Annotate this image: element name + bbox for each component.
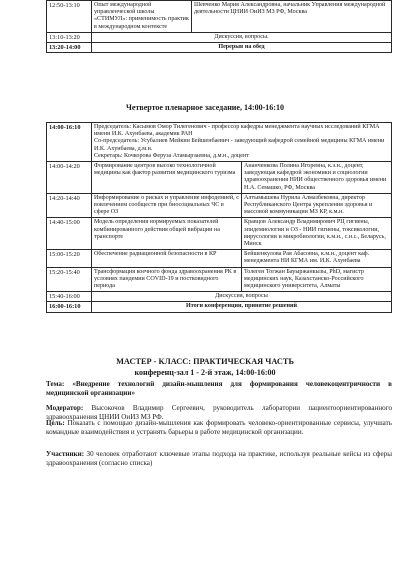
speaker-cell: Алтымышева Нурила Алмазбековна, директор Республиканского Центра укрепления здоровья и массовой коммуникации МЗ КР, к.м.н. xyxy=(242,193,392,218)
time-cell: 14:00-14:20 xyxy=(47,162,92,194)
table-row xyxy=(47,162,392,194)
topic-cell: Опыт международной управленческой школы «СТИМУЛ»: применимость практик в международном контексте xyxy=(92,1,192,33)
plenary-session-title: Четвертое пленарное заседание, 14:00-16:10 xyxy=(126,103,284,112)
theme-label: Тема: xyxy=(46,380,65,388)
theme-paragraph xyxy=(46,380,392,397)
moderator-label: Модератор: xyxy=(46,404,84,412)
chairman-line: Председатель: Касымов Омор Тилегенович - профессор кафедры менеджмента научных исследований КГМА имени И.К. Ахунбаева, академик РАН xyxy=(94,124,380,138)
speaker-cell: Толеген Тогжан Бауыржанкызы, PhD, магистр медицинских наук, Казахстанско-Российского медицинского университета, Алматы xyxy=(242,267,392,292)
time-cell: 12:50-13:10 xyxy=(47,1,92,33)
theme-text: «Внедрение технологий дизайн-мышления для формирования человекоцентричности в медицинской организации» xyxy=(46,380,392,397)
speaker-cell: Бейшенкулова Рая Абасовна, к.м.н., доцент каф. менеджмента НИ КГМА им. И.К. Ахунбаева xyxy=(242,250,392,267)
discussion-cell: Дискуссия, вопросы. xyxy=(92,32,392,42)
topic-cell: Обеспечение радиационной безопасности в КР xyxy=(92,250,242,267)
time-cell: 14:40-15:00 xyxy=(47,218,92,250)
time-cell: 15:00-15:20 xyxy=(47,250,92,267)
table-row xyxy=(47,267,392,292)
chairs-cell xyxy=(92,123,392,162)
program-table-plenary-4 xyxy=(46,122,392,313)
discussion-cell: Дискуссия, вопросы xyxy=(92,292,392,302)
table-row xyxy=(47,218,392,250)
time-cell: 13:10-13:20 xyxy=(47,32,92,42)
participants-text: 30 человек отработают ключевые этапы подхода на практике, используя реальные кейсы из сферы здравоохранения (согласно списка) xyxy=(46,450,392,467)
topic-cell: Модель определения нормируемых показателей комбинированного действия общей вибрации на транспорте xyxy=(92,218,242,250)
time-cell: 15:40-16:00 xyxy=(47,292,92,302)
program-table-session-3 xyxy=(46,0,392,53)
goal-text: Показать с помощью дизайн-мышления как формировать человеко-ориентированные сервисы, улучшать командные взаимодействия и устранять барьеры в работе медицинской организации. xyxy=(46,419,392,436)
time-cell: 16:00-16:10 xyxy=(47,302,92,312)
time-cell: 14:20-14:40 xyxy=(47,193,92,218)
co-chairman-line: Со-председатель: Усубалиев Мейкин Бейшенбаевич - заведующий кафедрой семейной медицины КГМА имени И.К. Ахунбаева, д.м.н. xyxy=(94,138,385,152)
table-row xyxy=(47,193,392,218)
time-cell: 14:00-16:10 xyxy=(47,123,92,162)
table-row xyxy=(47,1,392,33)
lunch-break-cell: Перерыв на обед xyxy=(92,43,392,53)
table-row xyxy=(47,292,392,302)
speaker-cell: Шевченко Мария Александровна, начальник Управления международной деятельности ЦНИИ ОиИЗ МЗ РФ, Москва xyxy=(192,1,392,33)
goal-label: Цель: xyxy=(46,419,65,427)
participants-label: Участники: xyxy=(46,450,85,458)
time-cell: 15:20-15:40 xyxy=(47,267,92,292)
goal-paragraph xyxy=(46,419,392,436)
time-cell: 13:20-14:00 xyxy=(47,43,92,53)
speaker-cell: Ананченкова Полина Игоревна, к.э.н., доцент, заведующая кафедрой экономики и социологии здравоохранения НИИ общественного здоровья имени Н.А. Семашко, РФ, Москва xyxy=(242,162,392,194)
speaker-cell: Кравцов Александр Владимирович РЦ гигиены, эпидемиологии и ОЗ - НИИ гигиены, токсикологии, вирусологии и микробиологии, к.м.н., с.н.с., Беларусь, Минск xyxy=(242,218,392,250)
topic-cell: Формирование центров высоко технологичной медицины как фактор развития медицинского туризма xyxy=(92,162,242,194)
table-row xyxy=(47,32,392,42)
table-row xyxy=(47,43,392,53)
moderator-text: Высокочов Владимир Сергеевич, руководитель лаборатории пациентоориентированного здравоохранения ЦНИИ ОиИЗ МЗ РФ. xyxy=(46,404,392,421)
participants-paragraph xyxy=(46,450,392,467)
topic-cell: Информирование о рисках и управление инфодемией, с вовлечением сообществ при биосоциальных ЧС в сфере ОЗ xyxy=(92,193,242,218)
table-row xyxy=(47,250,392,267)
master-class-location: конференц-зал 1 - 2-й этаж, 14:00-16:00 xyxy=(134,368,276,377)
conference-results-cell: Итоги конференции, принятие решений xyxy=(92,302,392,312)
table-row xyxy=(47,302,392,312)
topic-cell: Трансформация коечного фонда здравоохранения РК в условиях пандемии COVID-19 и постковидного периода xyxy=(92,267,242,292)
secretary-line: Секретарь: Кочкорова Феруза Атамырзаевна, д.м.н., доцент xyxy=(94,152,249,159)
master-class-title: МАСТЕР - КЛАСС: ПРАКТИЧЕСКАЯ ЧАСТЬ xyxy=(116,357,294,366)
table-row xyxy=(47,123,392,162)
